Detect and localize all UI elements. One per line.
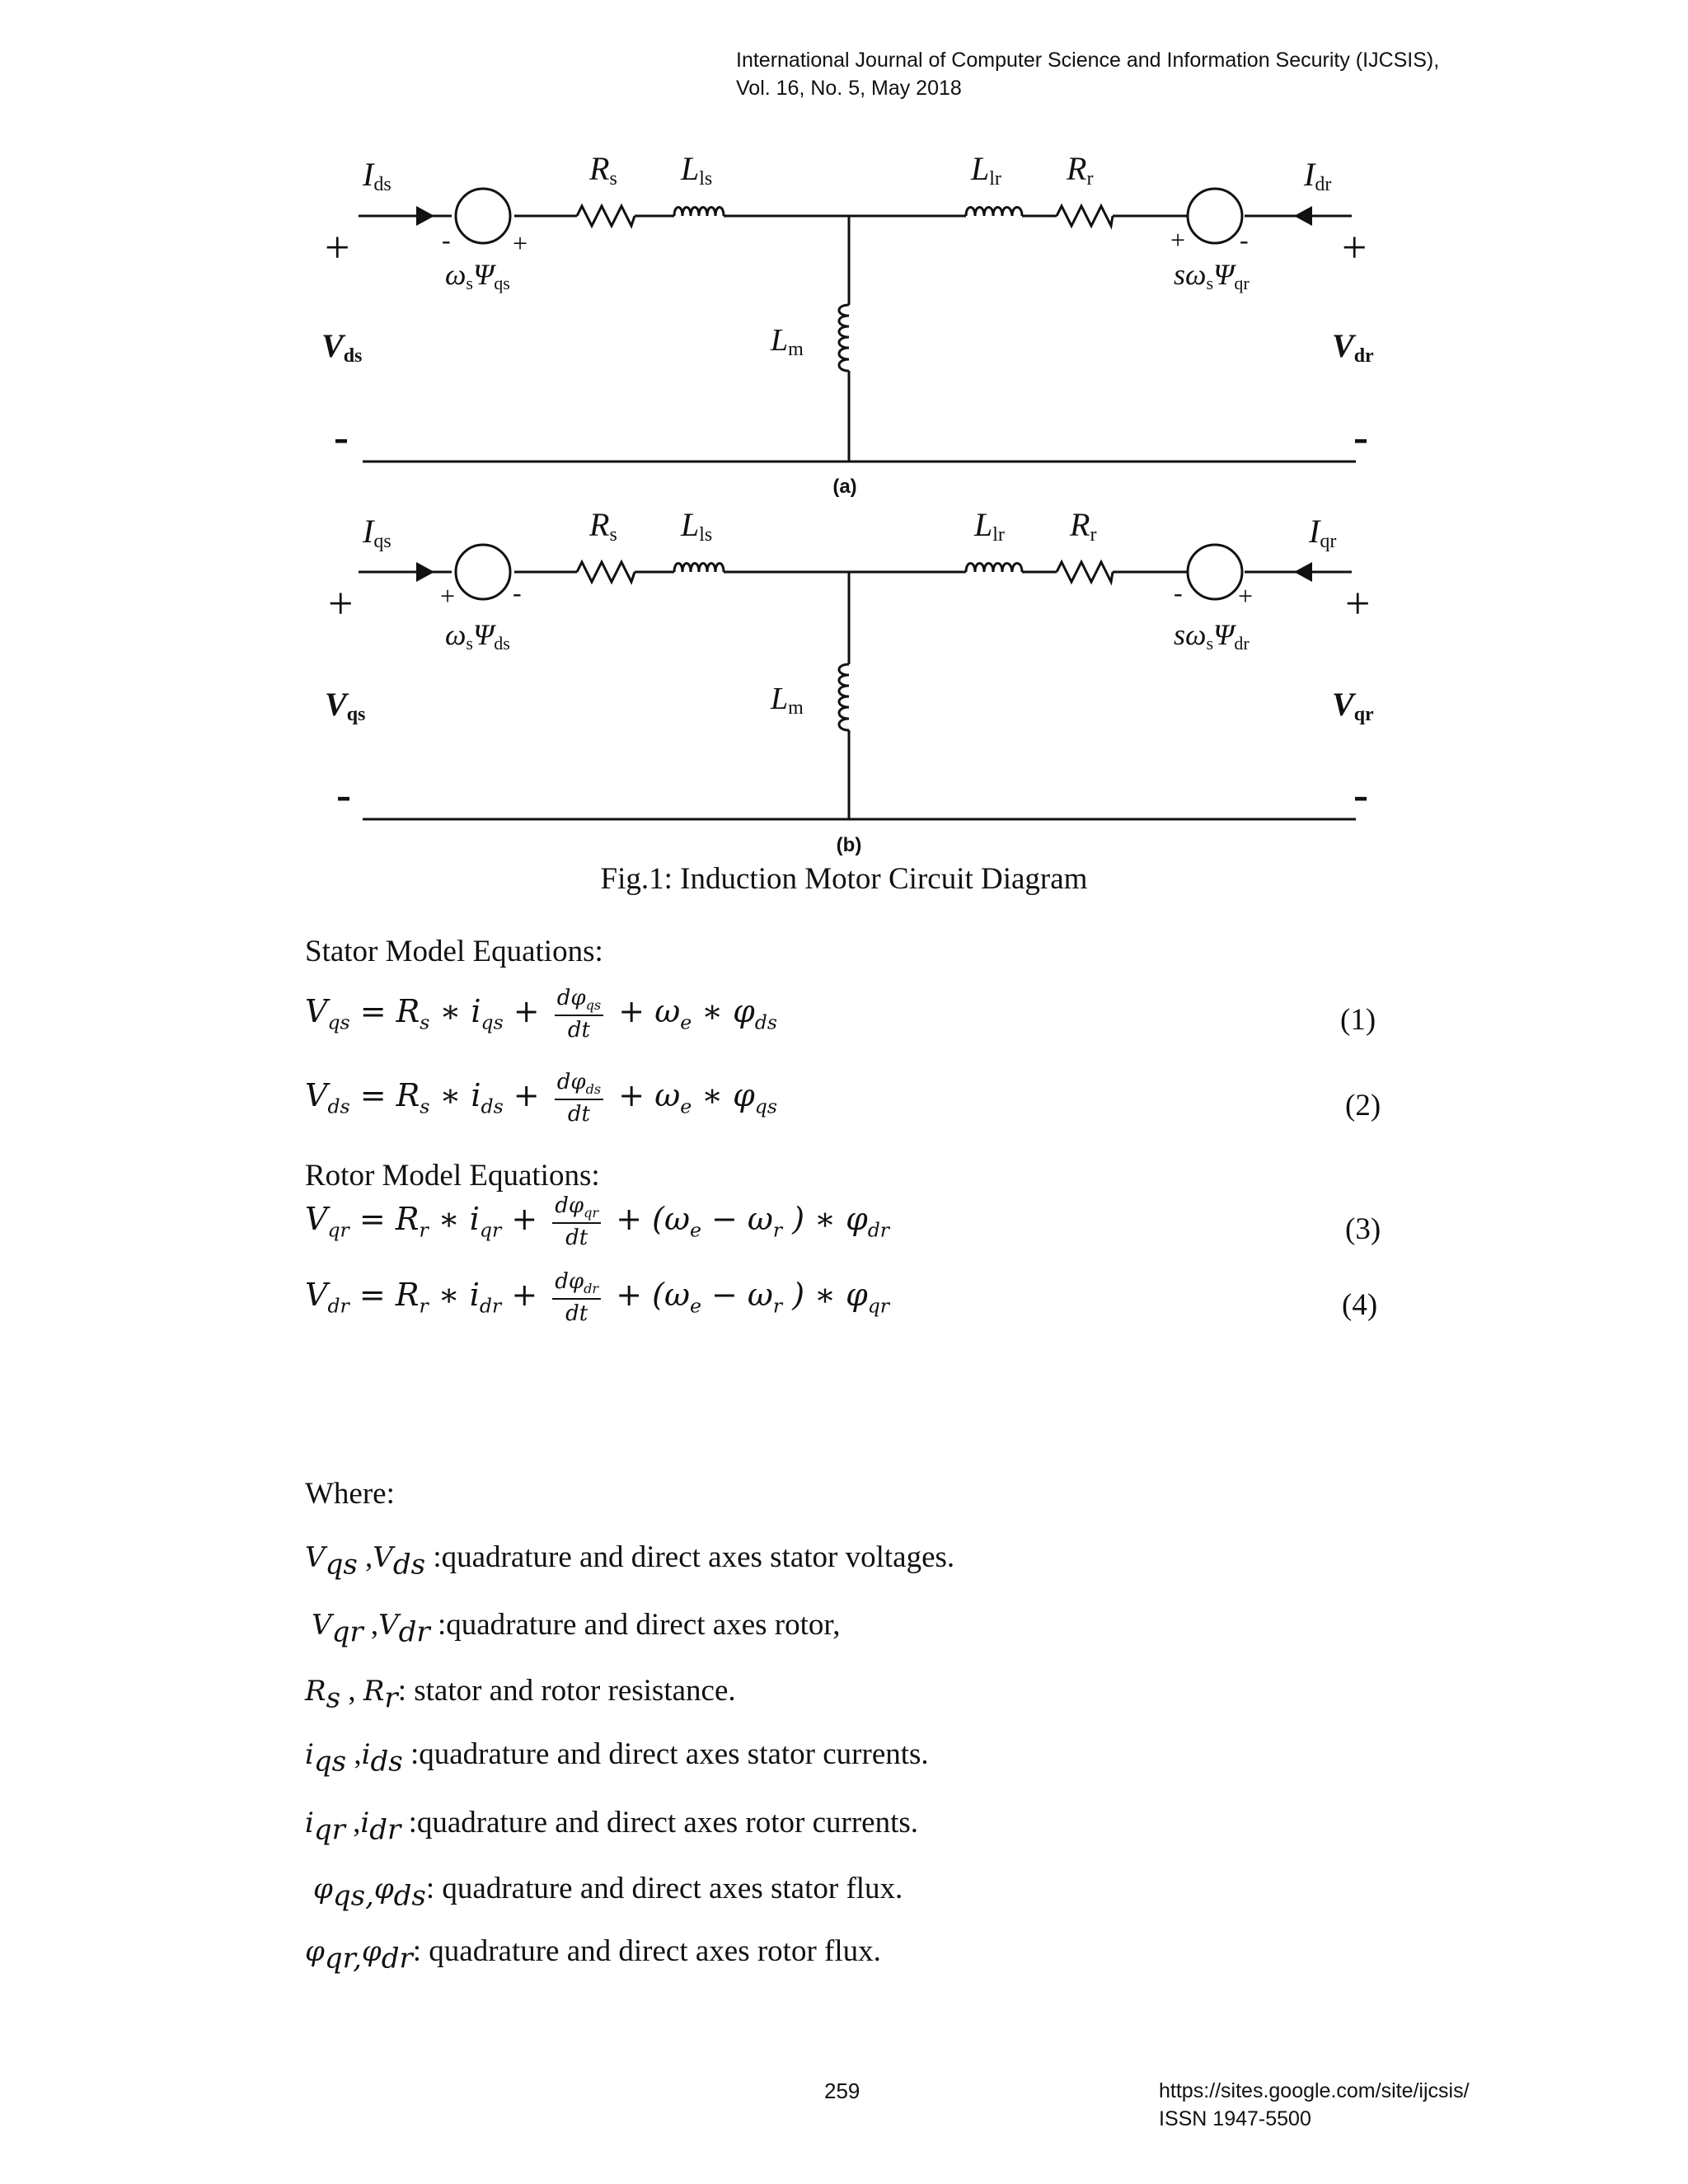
circuit-b-label: (b) [836,834,862,856]
equation-1: $V_{qs} = R_s$ ∗ $i_{qs}$ + $\frac{d\varphi_{qs}}{dt}$ + $\omega_e$ ∗ $\varphi_{ds}$ [305,986,777,1043]
circuit-a-stator-inductor [674,208,724,217]
circuit-a-left-plus: + [325,223,350,272]
circuit-a-left-source-minus: - [442,225,451,255]
circuit-a-right-source-minus: - [1240,225,1249,255]
circuit-a-wires [359,216,1356,462]
page-number: 259 [824,2079,860,2103]
circuit-b-left-current-label: Iqs [363,513,392,552]
circuit-a-stator-inductor-label: Lls [681,150,713,190]
definition-item: $V_{qr}$ $,V_{dr}$ :quadrature and direct axes rotor, [312,1608,841,1649]
equation-2-fraction: $\frac{d\varphi_{ds}}{dt}$ [555,1070,603,1127]
circuit-b-left-plus: + [328,579,354,628]
circuit-b-right-source-label: sωsΨdr [1174,618,1250,654]
circuit-b-stator-inductor [674,564,724,573]
where-heading: Where: [305,1477,395,1511]
equation-2: $V_{ds} = R_s$ ∗ $i_{ds}$ + $\frac{d\varphi_{ds}}{dt}$ + $\omega_e$ ∗ $\varphi_{qs}$ [305,1070,777,1127]
circuit-a-rotor-resistor-label: Rr [1067,150,1094,190]
equation-2-number: (2) [1345,1089,1381,1122]
circuit-b-magnetizing-inductor [839,664,849,730]
circuit-b-left-voltage-label: Vqs [325,686,366,725]
circuit-a-left-source [456,189,510,243]
circuit-b-rotor-resistor-label: Rr [1070,506,1097,546]
definition-item: $V_{qs}$ $,V_{ds}$ :quadrature and direct axes stator voltages. [305,1540,955,1582]
rotor-heading: Rotor Model Equations: [305,1159,600,1193]
circuit-diagram [0,0,1688,857]
circuit-a-right-minus: - [1353,412,1368,462]
circuit-b-magnetizing-label: Lm [771,682,804,719]
circuit-b-right-current-label: Iqr [1309,513,1337,552]
equation-3-fraction: $\frac{d\varphi_{qr}}{dt}$ [552,1193,601,1250]
journal-url[interactable]: https://sites.google.com/site/ijcsis/ [1159,2079,1470,2102]
circuit-a-stator-resistor [577,206,635,226]
definition-item: $i_{qs}$ $,i_{ds}$ :quadrature and direct axes stator currents. [305,1737,929,1779]
circuit-b-wires [359,572,1356,819]
circuit-b-left-source-minus: - [513,578,522,607]
definition-item: $\varphi_{qs,}\varphi_{ds}$: quadrature and direct axes stator flux. [313,1872,903,1913]
circuit-a-rotor-inductor-label: Llr [971,150,1001,190]
circuit-a-left-source-plus: + [513,228,528,258]
circuit-b-right-source-plus: + [1238,581,1254,611]
circuit-a-right-arrow [1294,206,1312,226]
circuit-b-left-arrow [416,562,434,582]
equation-1-fraction: $\frac{d\varphi_{qs}}{dt}$ [555,986,603,1043]
figure-caption: Fig.1: Induction Motor Circuit Diagram [600,862,1088,896]
journal-title: International Journal of Computer Science and Information Security (IJCSIS), [736,49,1440,72]
circuit-a-label: (a) [832,476,857,498]
journal-volume: Vol. 16, No. 5, May 2018 [736,77,962,100]
circuit-b-stator-inductor-label: Lls [681,506,713,546]
circuit-a-right-source-plus: + [1170,225,1186,255]
circuit-a-magnetizing-inductor [839,305,849,371]
circuit-a-right-source [1188,189,1242,243]
circuit-b-rotor-inductor-label: Llr [974,506,1005,546]
equation-1-number: (1) [1340,1003,1376,1037]
definition-item: $\varphi_{qr,}\varphi_{dr}$: quadrature and direct axes rotor flux. [305,1934,881,1975]
circuit-b-right-voltage-label: Vqr [1332,686,1374,725]
issn: ISSN 1947-5500 [1159,2107,1311,2130]
circuit-a-left-source-label: ωsΨqs [445,258,510,293]
circuit-b-right-minus: - [1353,770,1368,819]
circuit-a-magnetizing-label: Lm [771,323,804,360]
circuit-b-left-source-label: ωsΨds [445,618,510,654]
circuit-b-left-source [456,545,510,599]
circuit-b-stator-resistor [577,562,635,582]
circuit-a-right-voltage-label: Vdr [1332,327,1374,367]
stator-heading: Stator Model Equations: [305,935,603,968]
circuit-a-stator-resistor-label: Rs [589,150,617,190]
circuit-b-right-arrow [1294,562,1312,582]
circuit-b-rotor-resistor [1057,562,1113,582]
circuit-a-right-plus: + [1342,223,1367,272]
circuit-b-left-minus: - [336,770,351,819]
circuit-b-rotor-inductor [966,564,1022,573]
equation-3: $V_{qr} = R_r$ ∗ $i_{qr}$ + $\frac{d\varphi_{qr}}{dt}$ + ($\omega_e - \omega_r$ ) ∗ $\varphi_{dr}$ [305,1193,890,1251]
circuit-a-left-voltage-label: Vds [321,327,363,367]
equation-4-number: (4) [1342,1288,1378,1322]
circuit-b-right-source-minus: - [1174,578,1183,607]
circuit-a-rotor-inductor [966,208,1022,217]
circuit-a-left-minus: - [334,412,349,462]
circuit-a-left-current-label: Ids [363,156,392,195]
circuit-b-right-plus: + [1345,579,1371,628]
equation-3-number: (3) [1345,1212,1381,1246]
circuit-a-rotor-resistor [1057,206,1113,226]
circuit-a-left-arrow [416,206,434,226]
circuit-b-stator-resistor-label: Rs [589,506,617,546]
equation-4: $V_{dr} = R_r$ ∗ $i_{dr}$ + $\frac{d\varphi_{dr}}{dt}$ + ($\omega_e - \omega_r$ ) ∗ $\varphi_{qr}$ [305,1269,890,1327]
circuit-a-right-current-label: Idr [1304,156,1332,195]
circuit-a-right-source-label: sωsΨqr [1174,258,1250,293]
definition-item: $R_s$ , $R_r$: stator and rotor resistance. [305,1674,736,1715]
definition-item: $i_{qr}$ $,i_{dr}$ :quadrature and direct axes rotor currents. [305,1806,919,1847]
circuit-b-right-source [1188,545,1242,599]
footer-info [1159,2077,1470,2133]
equation-4-fraction: $\frac{d\varphi_{dr}}{dt}$ [552,1269,601,1326]
circuit-b-left-source-plus: + [440,581,456,611]
